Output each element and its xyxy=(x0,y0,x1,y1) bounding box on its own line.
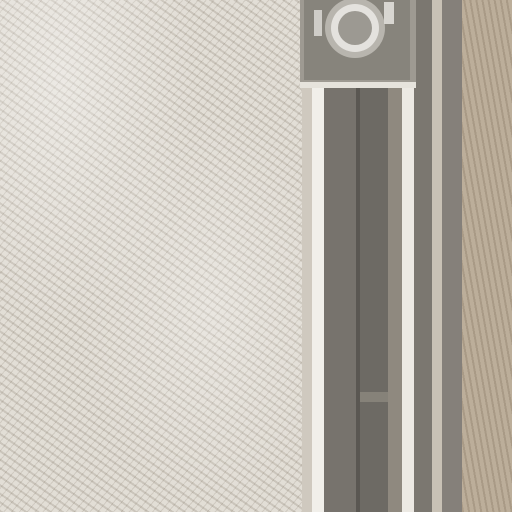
road-lane-west xyxy=(324,86,356,512)
road-edge-left xyxy=(312,86,324,512)
road-verge xyxy=(432,0,442,512)
road-shoulder-left xyxy=(302,86,312,512)
tank-roof xyxy=(338,11,372,45)
service-road xyxy=(414,0,432,512)
road-shoulder-east xyxy=(388,86,402,512)
storage-tank xyxy=(300,0,416,84)
road-lane-east xyxy=(360,86,388,512)
road-crossing xyxy=(360,392,388,402)
tank-equipment xyxy=(384,2,394,24)
grassland-terrain xyxy=(462,0,512,512)
tank-stair xyxy=(314,10,322,36)
outer-track xyxy=(442,0,462,512)
